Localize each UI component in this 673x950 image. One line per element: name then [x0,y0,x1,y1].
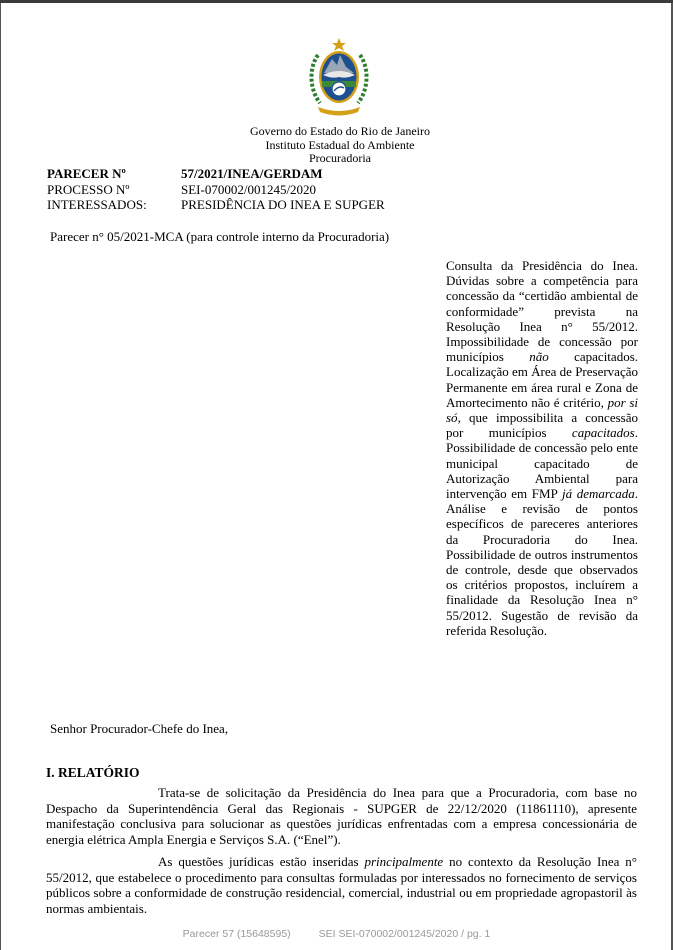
org-line-government: Governo do Estado do Rio de Janeiro [250,124,430,138]
state-coat-of-arms-logo [304,37,374,119]
crest-emblem [332,82,346,96]
section-heading: I. RELATÓRIO [46,765,140,780]
crest-ribbon [318,107,360,116]
page-footer [0,928,673,940]
footer-page-ref: SEI SEI-070002/001245/2020 / pg. 1 [318,928,491,940]
summary-ementa [446,258,638,638]
ementa-emphasis: já demarcada [561,486,635,502]
paragraph-1: Trata-se de solicitação da Presidência do Inea para que a Procuradoria, com base no Despacho da Superintendência Geral das Regionais - SUPGER de 22/12/2020 (11861110), apresente manifestação conclusiva para solucionar as questões jurídicas enfrentadas com a empresa concessionária de energia elétrica Ampla Energia e Serviços S.A. (“Enel”). [46,785,637,847]
interessados-value: PRESIDÊNCIA DO INEA E SUPGER [181,197,385,212]
org-line-department: Procuradoria [309,151,371,165]
parecer-label: PARECER Nº [47,166,126,181]
crest-laurel-left [311,55,320,103]
paragraph-emphasis: principalmente [364,854,444,869]
ementa-emphasis: não [529,349,549,365]
document-metadata [47,166,385,213]
ementa-emphasis: por si só [446,394,638,426]
paragraph-text: As questões jurídicas estão inseridas [158,854,365,869]
parecer-row [47,166,385,182]
footer-doc-id: Parecer 57 (15648595) [182,928,291,940]
internal-reference: Parecer n° 05/2021-MCA (para controle interno da Procuradoria) [50,229,390,244]
paragraph-2 [46,854,637,916]
org-line-institute: Instituto Estadual do Ambiente [265,137,415,152]
ementa-text: . Possibilidade de concessão pelo ente municipal capacitado de Autorização Ambiental para intervenção em FMP [446,425,638,502]
ementa-emphasis: capacitados [571,425,635,441]
processo-value: SEI-070002/001245/2020 [181,181,317,197]
ementa-text: . Análise e revisão de pontos específicos de pareceres anteriores da Procuradoria do Inea. Possibilidade de outros instrumentos de controle, desde que observados os critérios propostos, incluírem a finalidade da Resolução Inea n° 55/2012. Sugestão de revisão da referida Resolução. [446,486,638,638]
crest-star [332,38,346,51]
interessados-row [47,197,385,213]
interessados-label: INTERESSADOS: [47,197,147,212]
ementa-text: Consulta da Presidência do Inea. Dúvidas sobre a competência para concessão da “certidão ambiental de conformidade” prevista na Resolução Inea n° 55/2012. Impossibilidade de concessão por municípios [446,258,638,365]
organization-header [200,125,480,166]
salutation: Senhor Procurador-Chefe do Inea, [50,721,229,736]
ementa-text: , que impossibilita a concessão por municípios [446,410,638,441]
parecer-value: 57/2021/INEA/GERDAM [181,166,323,181]
processo-label: PROCESSO Nº [47,181,130,197]
paragraph-text: no contexto da Resolução Inea n° 55/2012, que estabelece o procedimento para consultas formuladas por interessados no fornecimento de serviços públicos sobre a conformidade de construção residencial, comercial, industrial ou em propriedade agropastoril às normas ambientais. [46,854,637,916]
crest-laurel-right [358,55,367,103]
ementa-text: capacitados. Localização em Área de Preservação Permanente em área rural e Zona de Amortecimento não é critério, [446,349,638,410]
processo-row [47,182,385,198]
